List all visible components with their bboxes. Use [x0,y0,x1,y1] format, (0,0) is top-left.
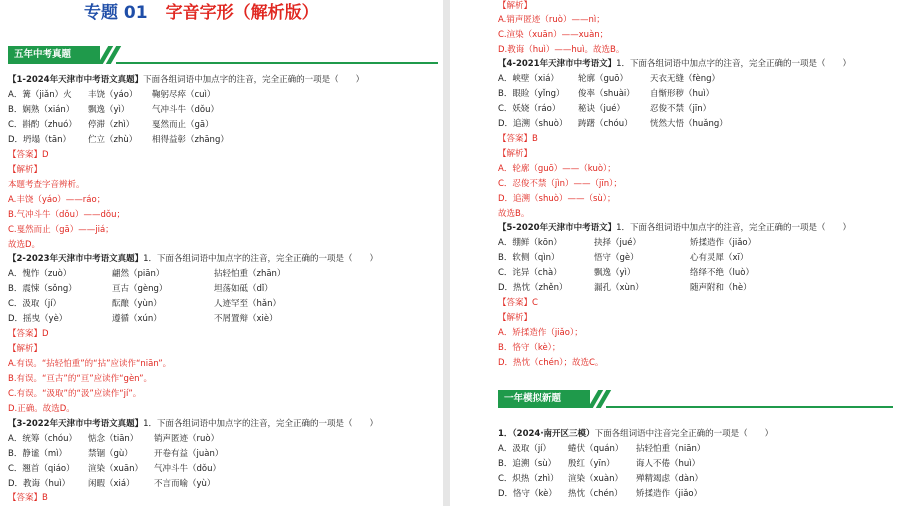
analysis-line: B.有误。“亘古”的“亘”应读作“gèn”。 [8,374,153,384]
question-3 [8,418,378,430]
question-header: 【5-2020年天津市中考语文】 [498,223,617,233]
option-a-1: A．愧怍（zuò） [8,269,72,279]
answer: 【答案】B [8,493,48,503]
analysis-label: 【解析】 [8,165,43,175]
question-6 [498,428,773,440]
question-stem: 下面各组词语中加点字的注音，完全正确的一项是（ ） [143,75,365,85]
option-b-2: 殷红（yīn） [568,459,615,469]
option-b-2: 悟守（gè） [594,253,639,263]
option-a-2: 翩然（piān） [112,269,165,279]
option-d-1: D．摇曳（yè） [8,314,68,324]
banner-rule [606,406,893,408]
analysis-line: B.气冲斗牛（dǒu）——dǒu； [8,210,126,220]
analysis-line: D．热忱（chén）；故选C。 [498,358,604,368]
question-header: 1．（2024·南开区三模） [498,429,595,439]
option-a-2: 轮廓（guō） [578,74,628,84]
analysis-label: 【解析】 [498,313,533,323]
option-c-2: 飘逸（yì） [594,268,636,278]
section-banner-1 [8,46,438,64]
option-b-3: 诲人不倦（huì） [636,459,701,469]
answer: 【答案】B [498,134,538,144]
option-c-3: 忍俊不禁（jīn） [650,104,712,114]
analysis-line: D．追溯（shuò）——（sù）； [498,194,616,204]
option-c-3: 气冲斗牛（dǒu） [154,464,221,474]
option-b-2: 禁锢（gù） [88,449,133,459]
option-d-1: D．热忱（zhěn） [498,283,568,293]
option-a-3: 拈轻怕重（niān） [636,444,706,454]
option-a-1: A．统筹（chóu） [8,434,77,444]
option-b-1: B．眼睑（yǐng） [498,89,565,99]
question-header: 【1-2024年天津市中考语文真题】 [8,75,144,85]
option-c-3: 殚精竭虑（dàn） [636,474,703,484]
option-c-1: C．炽热（zhì） [498,474,559,484]
section-banner-2 [498,390,893,408]
option-d-2: 漏孔（xùn） [594,283,644,293]
analysis-line: C．忍俊不禁（jìn）——（jīn）； [498,179,622,189]
option-c-3: 络绎不绝（luò） [690,268,754,278]
question-stem: 1．下面各组词语中加点字的注音，完全正确的一项是（ ） [143,419,379,429]
option-b-2: 亘古（gèng） [112,284,168,294]
analysis-line: C.有误。“汲取”的“汲”应读作“jí”。 [8,389,142,399]
analysis-line: 故选B。 [498,209,530,219]
answer: 【答案】D [8,150,49,160]
option-c-2: 渲染（xuān） [88,464,144,474]
option-a-3: 销声匿迹（ruò） [154,434,220,444]
question-header: 【3-2022年天津市中考语文真题】 [8,419,144,429]
analysis-line: C.渲染（xuān）——xuàn； [498,30,609,40]
question-header: 【2-2023年天津市中考语文真题】 [8,254,144,264]
option-d-3: 恍然大悟（huǎng） [650,119,728,129]
answer: 【答案】D [8,329,49,339]
option-b-3: 气冲斗牛（dǒu） [152,105,219,115]
option-b-2: 俊率（shuài） [578,89,635,99]
option-a-1: A．篝（jiǎn）火 [8,90,72,100]
option-c-1: C．斟酌（zhuó） [8,120,77,130]
option-b-3: 心有灵犀（xī） [690,253,749,263]
option-c-3: 戛然而止（gā） [152,120,214,130]
option-d-1: D．追溯（shuò） [498,119,568,129]
option-c-1: C．妖娆（ráo） [498,104,561,114]
option-c-1: C．汲取（jí） [8,299,62,309]
option-a-3: 矫揉造作（jiǎo） [690,238,757,248]
section-banner-label: 一年模拟新题 [498,390,590,408]
option-b-1: B．追溯（sù） [498,459,557,469]
analysis-label: 【解析】 [8,344,43,354]
option-d-1: D．教诲（huì） [8,479,71,489]
option-d-2: 踌躇（chóu） [578,119,633,129]
question-5 [498,222,851,234]
analysis-line: 故选D。 [8,240,41,250]
section-banner-label: 五年中考真题 [8,46,100,64]
option-c-3: 人迹罕至（hǎn） [214,299,281,309]
question-stem: 1．下面各组词语中加点字的注音，完全正确的一项是（ ） [616,223,852,233]
option-c-1: C．翘首（qiáo） [8,464,75,474]
option-c-2: 渲染（xuàn） [568,474,624,484]
option-a-3: 天衣无缝（fèng） [650,74,721,84]
option-b-1: B．娴熟（xián） [8,105,75,115]
option-a-2: 惦念（tiān） [88,434,139,444]
title-part-1: 专题 01 [84,3,148,23]
option-b-2: 飘逸（yì） [88,105,130,115]
analysis-line: B．恪守（kè）； [498,343,561,353]
option-d-2: 热忱（chén） [568,489,623,499]
analysis-line: 本题考查字音辨析。 [8,180,85,190]
option-a-3: 鞠躬尽瘁（cuì） [152,90,216,100]
option-d-3: 矫揉造作（jiǎo） [636,489,703,499]
analysis-line: A.丰饶（yáo）——ráo； [8,195,106,205]
option-d-2: 伫立（zhù） [88,135,138,145]
analysis-line: A.有误。“拈轻怕重”的“拈”应读作“niān”。 [8,359,172,369]
question-header: 【4-2021年天津市中考语文】 [498,59,617,69]
left-page [0,0,443,506]
option-d-1: D．坍塌（tān） [8,135,71,145]
option-d-1: D．恪守（kè） [498,489,557,499]
option-d-3: 相得益彰（zhāng） [152,135,229,145]
option-b-1: B．震悚（sǒng） [8,284,77,294]
analysis-label: 【解析】 [498,149,533,159]
option-b-1: B．软侧（qìn） [498,253,560,263]
right-page [450,0,900,506]
option-d-3: 不言而喻（yù） [154,479,216,489]
option-c-2: 酝酿（yùn） [112,299,162,309]
analysis-line: A.销声匿迹（ruò）——nì； [498,15,605,25]
question-1 [8,74,364,86]
question-stem: 1．下面各组词语中加点字的注音，完全正确的一项是（ ） [143,254,379,264]
option-b-1: B．静谧（mì） [8,449,67,459]
option-a-2: 丰饶（yáo） [88,90,138,100]
option-a-3: 拈轻怕重（zhān） [214,269,286,279]
option-a-1: A．绷鲜（kōn） [498,238,562,248]
option-a-1: A．峡壁（xiá） [498,74,559,84]
option-a-2: 抉择（jué） [594,238,641,248]
analysis-line: A．轮廓（guō）——（kuò）； [498,164,616,174]
analysis-line: C.戛然而止（gā）——jiá； [8,225,114,235]
option-c-2: 秘诀（jué） [578,104,625,114]
option-c-2: 停滞（zhì） [88,120,135,130]
option-a-2: 蜷伏（quán） [568,444,624,454]
question-2 [8,253,378,265]
option-a-1: A．汲取（jí） [498,444,552,454]
option-d-3: 随声附和（hè） [690,283,752,293]
analysis-label: 【解析】 [498,1,533,11]
analysis-line: D.正确。故选D。 [8,404,75,414]
question-stem: 下面各组词语中注音完全正确的一项是（ ） [594,429,774,439]
document-title [84,3,319,23]
option-c-1: C．诧异（chà） [498,268,562,278]
title-part-2: 字音字形（解析版） [165,3,319,23]
question-stem: 1．下面各组词语中加点字的注音，完全正确的一项是（ ） [616,59,852,69]
option-b-3: 开卷有益（juàn） [154,449,224,459]
option-b-3: 自惭形秽（huì） [650,89,715,99]
answer: 【答案】C [498,298,538,308]
analysis-line: A．矫揉造作（jiǎo）； [498,328,583,338]
option-d-2: 闲暇（xiá） [88,479,135,489]
banner-rule [116,62,438,64]
question-4 [498,58,851,70]
analysis-line: D.教诲（huì）——huì。故选B。 [498,45,625,55]
option-d-2: 遵循（xún） [112,314,162,324]
option-d-3: 不屑置辩（xiè） [214,314,278,324]
option-b-3: 坦荡如砥（dǐ） [214,284,273,294]
